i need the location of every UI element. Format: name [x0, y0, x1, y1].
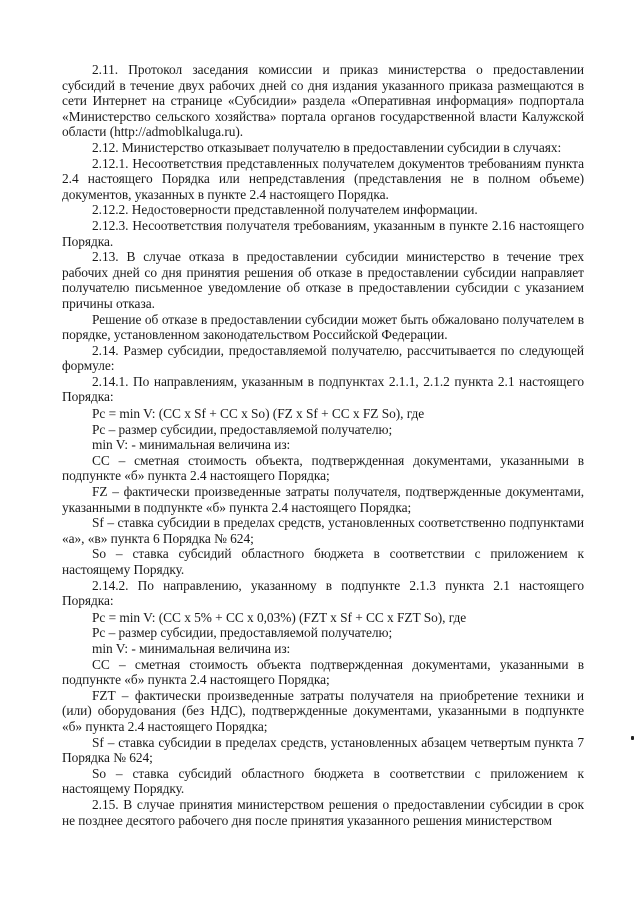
- def-sf-1: Sf – ставка субсидии в пределах средств, установленных соответственно подпунктами «а», «в» пункта 6 Порядка № 624;: [62, 515, 584, 546]
- def-minv-1: min V: - минимальная величина из:: [92, 437, 291, 453]
- paragraph-2-13: 2.13. В случае отказа в предоставлении субсидии министерство в течение трех рабочих дней со дня принятия решения об отказе в предоставлении субсидии направляет получателю письменное уведомление об отказе в предоставлении субсидии с указанием причины отказа.: [62, 249, 584, 311]
- formula-2: Pc = min V: (CC x 5% + CC x 0,03%) (FZT x Sf + CC x FZT So), где: [92, 609, 467, 625]
- def-cc-1: CC – сметная стоимость объекта, подтвержденная документами, указанными в подпункте «б» пункта 2.4 настоящего Порядка;: [62, 452, 584, 484]
- paragraph-2-12: 2.12. Министерство отказывает получателю в предоставлении субсидии в случаях:: [92, 139, 562, 155]
- paragraph-2-12-3: 2.12.3. Несоответствия получателя требованиям, указанным в пункте 2.16 настоящего Порядка.: [62, 217, 584, 249]
- paragraph-2-11: 2.11. Протокол заседания комиссии и приказ министерства о предоставлении субсидий в течение двух рабочих дней со дня издания указанного приказа размещаются в сети Интернет на странице «Субсидии» раздела «Оперативная информация» подпортала «Министерство сельского хозяйства» портала органов государственной власти Калужской области (http://admoblkaluga.ru).: [62, 62, 584, 140]
- formula-1: Pc = min V: (CC x Sf + CC x So) (FZ x Sf + CC x FZ So), где: [92, 406, 425, 422]
- paragraph-appeal: Решение об отказе в предоставлении субсидии может быть обжаловано получателем в порядке, установленном законодательством Российской Федерации.: [62, 311, 584, 343]
- paragraph-2-12-1: 2.12.1. Несоответствия представленных получателем документов требованиям пункта 2.4 настоящего Порядка или непредставления (представления не в полном объеме) документов, указанных в пункте 2.4 настоящего Порядка.: [62, 155, 584, 202]
- def-sf-2: Sf – ставка субсидии в пределах средств, установленных абзацем четвертым пункта 7 Порядка № 624;: [62, 734, 584, 766]
- paragraph-2-14-2: 2.14.2. По направлению, указанному в подпункте 2.1.3 пункта 2.1 настоящего Порядка:: [62, 577, 584, 609]
- def-fzt-2: FZT – фактически произведенные затраты получателя на приобретение техники и (или) оборудования (без НДС), подтвержденные документами, указанными в подпункте «б» пункта 2.4 настоящего Порядка;: [62, 687, 584, 734]
- def-pc-1: Pc – размер субсидии, предоставляемой получателю;: [92, 421, 393, 437]
- paragraph-2-14-1: 2.14.1. По направлениям, указанным в подпунктах 2.1.1, 2.1.2 пункта 2.1 настоящего Порядка:: [62, 373, 584, 405]
- scan-speck: [631, 736, 634, 740]
- def-fz-1: FZ – фактически произведенные затраты получателя, подтвержденные документами, указанными в подпункте «б» пункта 2.4 настоящего Порядка;: [62, 484, 584, 515]
- def-so-2: So – ставка субсидий областного бюджета в соответствии с приложением к настоящему Порядку.: [62, 765, 584, 797]
- paragraph-2-12-2: 2.12.2. Недостоверности представленной получателем информации.: [92, 202, 478, 218]
- def-pc-2: Pc – размер субсидии, предоставляемой получателю;: [92, 625, 393, 641]
- def-cc-2: CC – сметная стоимость объекта подтвержденная документами, указанными в подпункте «б» пункта 2.4 настоящего Порядка;: [62, 656, 584, 688]
- def-so-1: So – ставка субсидий областного бюджета в соответствии с приложением к настоящему Порядку.: [62, 546, 584, 577]
- paragraph-2-15: 2.15. В случае принятия министерством решения о предоставлении субсидии в срок не позднее десятого рабочего дня после принятия указанного решения министерством: [62, 796, 584, 828]
- document-body: [62, 62, 584, 828]
- paragraph-2-14: 2.14. Размер субсидии, предоставляемой получателю, рассчитывается по следующей формуле:: [62, 342, 584, 374]
- def-minv-2: min V: - минимальная величина из:: [92, 640, 291, 656]
